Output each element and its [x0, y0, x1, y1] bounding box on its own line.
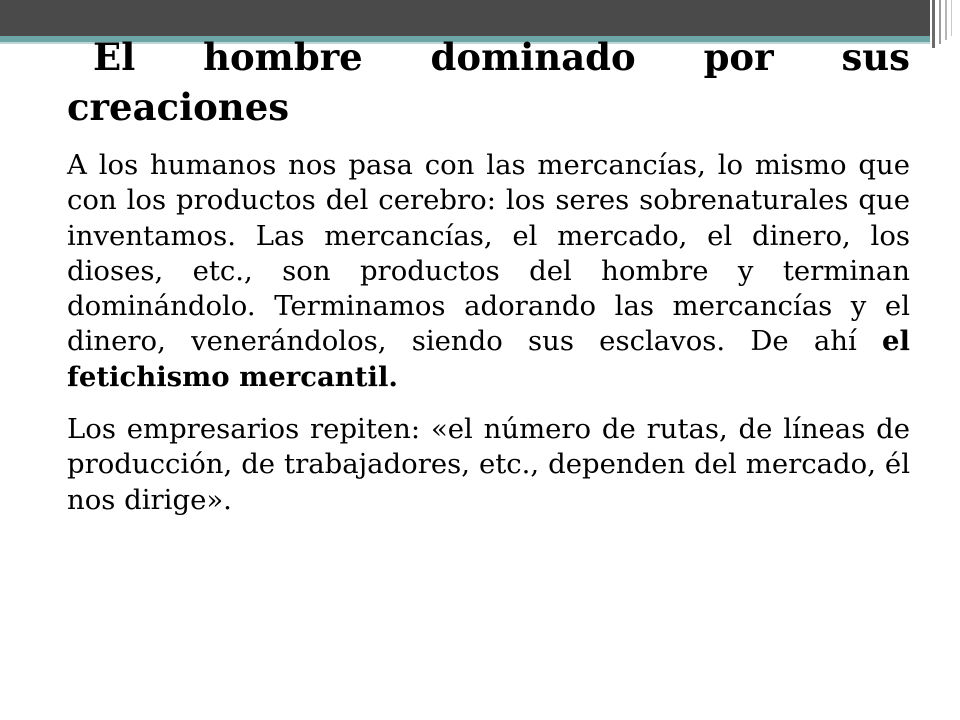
decorative-vertical-line: [951, 0, 952, 36]
slide-title-line1: El hombre dominado por sus: [93, 35, 910, 79]
slide-title: [67, 32, 910, 132]
paragraph-empresarios: Los empresarios repiten: «el número de rutas, de líneas de producción, de trabajadores, etc., dependen del mercado, él nos dirige».: [67, 413, 910, 516]
paragraph-bold-phrase: el fetichismo mercantil.: [67, 325, 910, 393]
paragraph-text: A los humanos nos pasa con las mercancías, lo mismo que con los productos del cerebro: los seres sobrenaturales que inventamos. Las mercancías, el mercado, el dinero, los dioses, etc., son productos del hombre y terminan dominándolo. Terminamos adorando las mercancías y el dinero, venerándolos, siendo sus esclavos. De ahí: [67, 149, 910, 358]
decorative-vertical-line: [945, 0, 947, 40]
slide-title-line2: creaciones: [67, 85, 290, 129]
slide-content: [67, 32, 910, 518]
decorative-vertical-line: [932, 0, 935, 48]
decorative-vertical-line: [939, 0, 941, 44]
top-decorative-bar: [0, 0, 930, 36]
paragraph-fetichismo: [67, 148, 910, 395]
